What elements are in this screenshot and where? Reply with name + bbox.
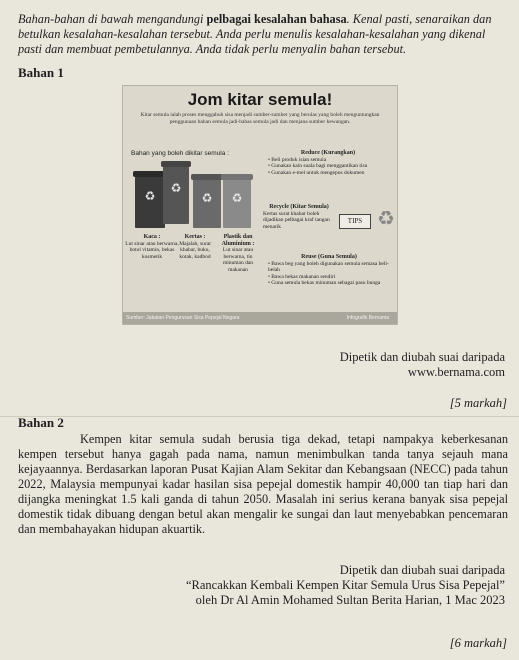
recycle-symbol-icon: ♻ xyxy=(201,190,213,205)
infographic-source: Sumber: Jabatan Pengurusan Sisa Pepejal Negara xyxy=(126,315,240,321)
paper-column xyxy=(175,234,215,260)
plastic-heading: Plastik dan Aluminium : xyxy=(221,234,255,247)
bins-heading: Bahan yang boleh dikitar semula : xyxy=(131,150,229,157)
waste-bin xyxy=(163,166,189,224)
infographic-source-bar xyxy=(123,312,397,324)
bahan2-paragraph-text: Kempen kitar semula sudah berusia tiga dekad, tetapi nampakya keberkesanan kempen tersebut hanya gagah pada nama, namun menimbulkan tanda tanya sejauh mana kejayaannya. Berdasarkan laporan Pusat Kajian Alam Sekitar dan Kebangsaan (NECC) pada tahun 2022, Malaysia mempunyai kadar hasilan sisa pepejal domestik hampir 40,000 tan tiap hari dan dijangka meningkat 1.5 kali ganda di tahun 2050. Masalah ini serius kerana banyak sisa pepejal domestik tidak dibuang dengan betul akan mengalir ke sungai dan laut menyebabkan pencemaran dan membahayakan hidupan akuartik. xyxy=(18,432,508,536)
bahan2-paragraph xyxy=(18,432,508,537)
glass-bin xyxy=(135,176,165,228)
bahan2-marks: [6 markah] xyxy=(449,636,507,650)
plastic-items: Lut sinar atau berwarna, tin minuman dan makanan xyxy=(222,247,254,273)
recycle-symbol-icon: ♻ xyxy=(144,188,156,203)
bahan2-source-line1: Dipetik dan diubah suai daripada xyxy=(339,563,505,577)
recycle-symbol-icon: ♻ xyxy=(170,181,182,196)
glass-items: Lut sinar atau berwarna, botol vitamin, bekas kosmetik xyxy=(125,240,179,260)
infographic-description: Kitar semula ialah proses menggabuh sisa menjadi sumber-sumber yang berulas yang boleh menguntungkan penggunaan bahan semula jadi-bahas semula jadi dan menjana sumber kewangan. xyxy=(140,112,380,125)
instructions xyxy=(18,12,508,57)
bahan2-label: Bahan 2 xyxy=(18,415,64,430)
infographic-credit: Infografik Bernama xyxy=(346,315,389,321)
reduce-item: • Beli produk isian semula xyxy=(268,156,327,163)
reduce-block xyxy=(268,150,388,176)
plastic-bin xyxy=(223,179,251,228)
instructions-text-a: Bahan-bahan di bawah mengandungi xyxy=(18,12,207,26)
recycle-block xyxy=(263,204,335,230)
bahan2-source-author: oleh Dr Al Amin Mohamed Sultan Berita Harian, 1 Mac 2023 xyxy=(195,593,505,607)
recycle-symbol-icon: ♻ xyxy=(231,190,243,205)
recycling-infographic xyxy=(122,85,398,325)
reduce-item: • Gunakan e-mel untuk mengepos dokumen xyxy=(268,169,365,176)
bahan1-label: Bahan 1 xyxy=(18,65,64,80)
section-divider xyxy=(0,416,519,417)
recycle-heading: Recycle (Kitar Semula) xyxy=(269,204,329,210)
bahan1-caption-line1: Dipetik dan diubah suai daripada xyxy=(339,350,505,364)
reduce-heading: Reduce (Kurangkan) xyxy=(300,150,356,156)
paper-heading: Kertas : xyxy=(184,234,206,240)
recycle-text: Kertas surat khabar boleh dijadikan pelbagai kraf tangan menarik xyxy=(263,210,330,230)
plastic-column xyxy=(215,234,261,273)
infographic-title: Jom kitar semula! xyxy=(187,90,333,109)
glass-heading: Kaca : xyxy=(143,234,161,240)
instructions-text-b: . Kenal pasti, senaraikan dan betulkan kesalahan-kesalahan tersebut. Anda perlu menulis kesalahan-kesalahan yang dikenal pasti dan membuat pembetulannya. Anda tidak perlu menyalin bahan tersebut. xyxy=(18,12,492,56)
reuse-item: • Guna semula bekas minuman sebagai pasu bunga xyxy=(268,280,381,286)
glass-column xyxy=(125,234,179,260)
reuse-block xyxy=(268,254,390,287)
reduce-item: • Gunakan kain suala bagi menggantikan tisu xyxy=(268,163,368,169)
tips-box: TIPS xyxy=(339,214,371,229)
reuse-item: • Bawa beg yang boleh digunakan semula semasa beli-belah xyxy=(268,260,389,273)
paper-bin xyxy=(193,179,221,228)
bahan1-marks: [5 markah] xyxy=(449,396,507,410)
instructions-bold: pelbagai kesalahan bahasa xyxy=(206,12,347,26)
bahan2-source xyxy=(175,563,505,608)
reuse-heading: Reuse (Guna Semula) xyxy=(301,254,357,260)
paper-items: Majalah, surat khabar, buku, kotak, kadbod xyxy=(179,240,211,260)
bahan2-source-title: “Rancakkan Kembali Kempen Kitar Semula Urus Sisa Pepejal” xyxy=(185,578,505,592)
reuse-item: • Bawa bekas makanan sendiri xyxy=(268,273,336,280)
bahan1-caption xyxy=(245,350,505,380)
recycle-logo-icon: ♻ xyxy=(377,208,395,230)
bahan1-caption-url: www.bernama.com xyxy=(407,365,505,379)
